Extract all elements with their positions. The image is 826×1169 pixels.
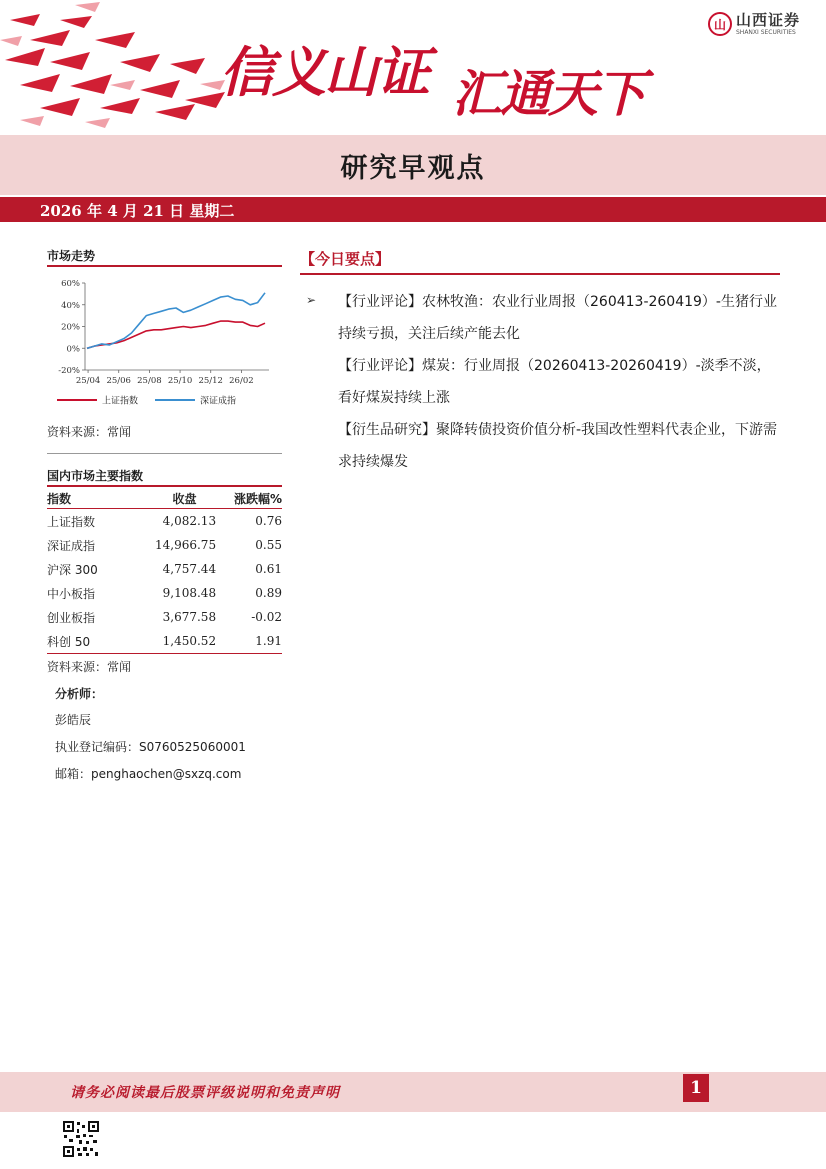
index-close: 1,450.52 <box>139 629 216 654</box>
brand-emblem-icon: 山 <box>708 12 732 36</box>
analyst-name: 彭皓辰 <box>55 713 92 727</box>
table-row <box>47 629 282 654</box>
index-change: 0.61 <box>255 562 282 576</box>
bullet-arrow-icon: ➢ <box>306 293 317 307</box>
divider <box>300 273 780 275</box>
table-row <box>47 605 282 629</box>
index-name: 深证成指 <box>47 538 96 553</box>
slogan-part1: 信义山证 <box>220 41 428 104</box>
y-tick-label: 20% <box>61 322 80 333</box>
brand-name: 山西证券 <box>736 10 801 29</box>
series-line <box>87 293 265 349</box>
y-tick-label: 40% <box>61 300 80 311</box>
index-close: 4,757.44 <box>162 562 217 576</box>
table-row <box>47 581 282 605</box>
column-header: 收盘 <box>139 488 216 509</box>
chart-source: 资料来源：常闻 <box>47 425 132 439</box>
legend-label: 上证指数 <box>102 396 139 407</box>
index-change: 0.89 <box>255 586 282 600</box>
report-date: 2026 年 4 月 21 日 星期二 <box>40 202 235 220</box>
legend <box>57 395 236 407</box>
header-banner <box>0 0 826 135</box>
table-row <box>47 509 282 534</box>
qr-code-icon <box>63 1121 99 1157</box>
analyst-registration: 执业登记编码：S0760525060001 <box>55 740 246 754</box>
x-tick-label: 25/04 <box>75 376 101 386</box>
y-tick-label: -20% <box>58 366 80 376</box>
series-line <box>87 321 265 348</box>
index-close: 9,108.48 <box>162 586 217 600</box>
key-points-title: 【今日要点】 <box>300 250 391 268</box>
index-name: 上证指数 <box>47 514 96 529</box>
divider <box>47 485 282 487</box>
y-tick-label: 0% <box>66 344 80 355</box>
divider <box>47 265 282 267</box>
market-trend-chart <box>47 275 282 415</box>
index-name: 科创 50 <box>47 629 139 654</box>
slogan-part2: 汇通天下 <box>452 65 644 123</box>
index-change: 0.55 <box>255 538 282 552</box>
key-point-item[interactable]: 【行业评论】煤炭：行业周报（20260413-20260419）-淡季不淡，看好煤炭持续上涨 <box>338 358 771 406</box>
indices-title: 国内市场主要指数 <box>47 469 144 483</box>
brand-logo <box>708 12 800 36</box>
x-tick-label: 25/12 <box>198 376 223 386</box>
index-name: 中小板指 <box>47 586 96 601</box>
page-number: 1 <box>683 1074 709 1102</box>
series-layer <box>87 293 265 349</box>
column-header: 指数 <box>47 488 139 509</box>
index-change: -0.02 <box>251 610 282 624</box>
divider <box>47 453 282 454</box>
index-close: 14,966.75 <box>155 538 217 552</box>
table-header-row <box>47 488 282 509</box>
y-tick-label: 60% <box>61 279 80 289</box>
table-row <box>47 557 282 581</box>
table-row <box>47 533 282 557</box>
index-close: 4,082.13 <box>162 514 217 528</box>
analyst-email[interactable]: 邮箱：penghaochen@sxzq.com <box>55 767 242 781</box>
x-tick-label: 26/02 <box>229 376 254 386</box>
disclaimer-notice: 请务必阅读最后股票评级说明和免责声明 <box>70 1085 340 1101</box>
analyst-heading: 分析师： <box>55 687 104 701</box>
key-point-item[interactable]: 【行业评论】农林牧渔：农业行业周报（260413-260419）-生猪行业持续亏损，关注后续产能去化 <box>338 294 777 342</box>
y-axis <box>58 279 85 376</box>
x-tick-label: 25/10 <box>167 376 193 386</box>
index-name: 沪深 300 <box>47 562 98 577</box>
market-trend-title: 市场走势 <box>47 249 96 263</box>
index-name: 创业板指 <box>47 610 96 625</box>
x-tick-label: 25/06 <box>106 376 131 386</box>
x-tick-label: 25/08 <box>137 376 162 386</box>
index-change: 1.91 <box>216 629 282 654</box>
indices-table <box>47 488 282 654</box>
legend-label: 深证成指 <box>200 396 237 407</box>
index-close: 3,677.58 <box>162 610 217 624</box>
brand-english: SHANXI SECURITIES <box>736 28 796 36</box>
indices-source: 资料来源：常闻 <box>47 660 132 674</box>
x-axis <box>76 370 254 386</box>
report-title: 研究早观点 <box>340 153 486 184</box>
column-header: 涨跌幅% <box>216 488 282 509</box>
key-point-item[interactable]: 【衍生品研究】聚降转债投资价值分析-我国改性塑料代表企业，下游需求持续爆发 <box>338 422 778 470</box>
index-change: 0.76 <box>255 514 282 528</box>
